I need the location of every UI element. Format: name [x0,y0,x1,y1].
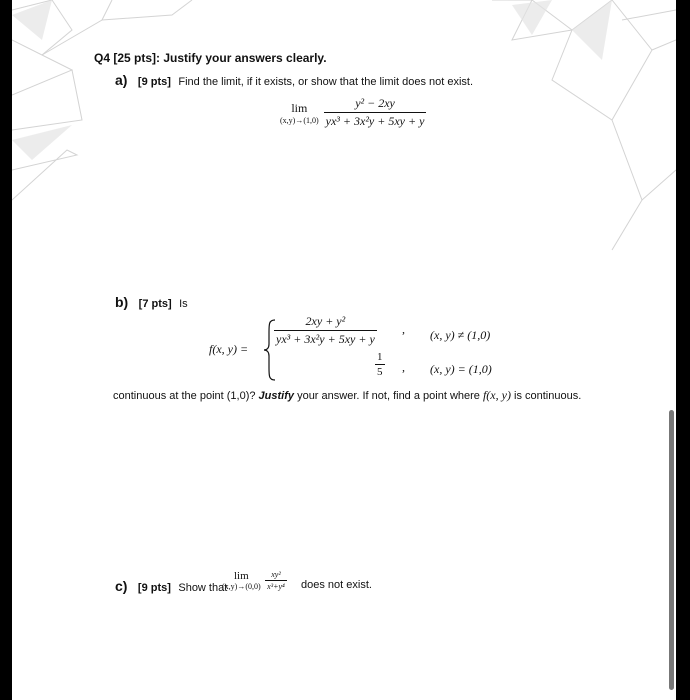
part-c-show-text: Show that [178,582,228,594]
part-a-lim-subscript: (x,y)→(1,0) [280,115,319,125]
part-c-numerator: xy² [271,570,281,579]
part-b-function-lhs: f(x, y) = [209,342,249,356]
vertical-scrollbar[interactable] [669,410,674,690]
part-a-header [115,72,473,90]
part-b-text-2: your answer. If not, find a point where [294,390,483,402]
part-b-text-3: is continuous. [510,390,582,402]
part-b-case1-comma: , [402,322,405,336]
part-b-label: b) [115,294,129,310]
part-b-text-1: continuous at the point (1,0)? [113,390,259,402]
part-b-case1-denominator: yx³ + 3x²y + 5xy + y [276,332,375,346]
question-title: Q4 [25 pts]: Justify your answers clearly. [94,51,327,65]
part-b-case1-condition: (x, y) ≠ (1,0) [430,328,491,342]
part-b-question-text [113,388,581,403]
part-c-label: c) [115,578,128,594]
part-b-is-text: Is [179,298,188,310]
part-a-lim: lim [291,100,308,115]
part-b-points: [7 pts] [138,298,172,310]
part-a-instruction: Find the limit, if it exists, or show that the limit does not exist. [178,76,474,88]
part-b-header [115,294,188,312]
part-b-case1-fraction [274,314,377,347]
part-c-denominator: x³+y⁴ [267,582,285,591]
part-c-line [115,578,227,596]
part-c-limit-expression [222,570,287,591]
part-b-case2-condition: (x, y) = (1,0) [430,362,492,376]
part-b-case2-comma: , [402,360,405,374]
part-b-justify-word: Justify [258,390,295,402]
part-b-case2-denominator: 5 [377,366,383,378]
part-a-numerator: y² − 2xy [355,96,395,110]
part-c-points: [9 pts] [137,582,171,594]
part-a-label: a) [115,72,128,88]
part-b-fxy: f(x, y) [482,388,511,402]
part-c-lim: lim [233,570,249,582]
decorative-background-pattern [12,0,676,260]
part-a-denominator: yx³ + 3x²y + 5xy + y [325,114,425,128]
document-page [12,0,676,700]
part-c-end-text: does not exist. [301,579,372,591]
part-b-case2-numerator: 1 [377,351,383,363]
part-a-points: [9 pts] [137,76,171,88]
part-b-case1-numerator: 2xy + y² [305,314,346,328]
part-c-lim-subscript: (x,y)→(0,0) [222,582,261,591]
part-a-limit-expression [280,96,426,129]
part-b-case2-fraction [375,351,385,378]
